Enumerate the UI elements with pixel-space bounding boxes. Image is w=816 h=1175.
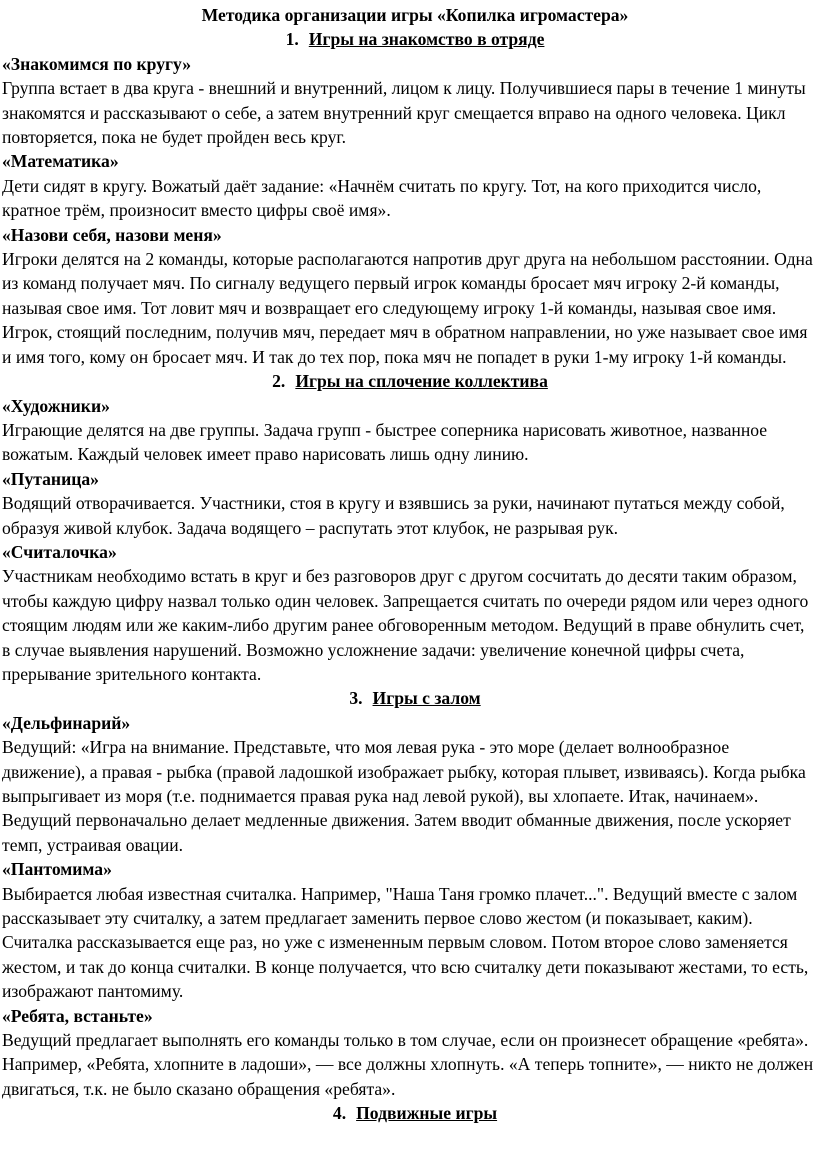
- section-heading-1: [2, 27, 814, 51]
- section-title: Игры с залом: [372, 688, 481, 709]
- game-title: «Считалочка»: [2, 541, 117, 562]
- game-description: Ведущий: «Игра на внимание. Представьте, что моя левая рука - это море (делает волнообразное движение), а правая - рыбка (правой ладошкой изображает рыбку, которая плывет, извиваясь). Когда рыбка выпрыгивает из моря (т.е. поднимается правая рука над левой рукой), вы хлопаете. Итак, начинаем». Ведущий первоначально делает медленные движения. Затем вводит обманные движения, после ускоряет темп, устраивая овации.: [2, 737, 806, 855]
- section-heading-3: [2, 686, 814, 710]
- game-title: «Художники»: [2, 395, 110, 416]
- game-description: Группа встает в два круга - внешний и внутренний, лицом к лицу. Получившиеся пары в течение 1 минуты знакомятся и рассказывают о себе, а затем внутренний круг смещается вправо на одного человека. Цикл повторяется, пока не будет пройден весь круг.: [2, 78, 806, 148]
- game-description: Выбирается любая известная считалка. Например, "Наша Таня громко плачет...". Ведущий вместе с залом рассказывает эту считалку, а затем предлагает заменить первое слово жестом (и показывает, каким). Считалка рассказывается еще раз, но уже с измененным первым словом. Потом второе слово заменяется жестом, и так до конца считалки. В конце получается, что всю считалку дети показывают жестами, то есть, изображают пантомиму.: [2, 883, 809, 1002]
- section-title: Игры на знакомство в отряде: [308, 29, 545, 50]
- game-title: «Назови себя, назови меня»: [2, 224, 222, 245]
- game-title: «Дельфинарий»: [2, 712, 131, 733]
- section-title: Подвижные игры: [356, 1103, 498, 1124]
- game-description: Участникам необходимо встать в круг и без разговоров друг с другом сосчитать до десяти таким образом, чтобы каждую цифру назвал только один человек. Запрещается считать по очереди рядом или через одного стоящим людям или же каким-либо другим ранее обговоренным методом. Ведущий в праве обнулить счет, в случае выявления нарушений. Возможно усложнение задачи: увеличение конечной цифры счета, прерывание зрительного контакта.: [2, 566, 809, 684]
- section-number: 1.: [285, 29, 299, 50]
- game-description: Водящий отворачивается. Участники, стоя в кругу и взявшись за руки, начинают путаться между собой, образуя живой клубок. Задача водящего – распутать этот клубок, не разрывая рук.: [2, 493, 785, 538]
- game-title: «Путаница»: [2, 468, 99, 489]
- game-description: Ведущий предлагает выполнять его команды только в том случае, если он произнесет обращение «ребята». Например, «Ребята, хлопните в ладоши», — все должны хлопнуть. «А теперь топните», — никто не должен двигаться, т.к. не было сказано обращения «ребята».: [2, 1030, 814, 1099]
- section-number: 3.: [349, 688, 363, 709]
- game-description: Игроки делятся на 2 команды, которые располагаются напротив друг друга на небольшом расстоянии. Одна из команд получает мяч. По сигналу ведущего первый игрок команды бросает мяч игроку 2-й команды, называя свое имя. Тот ловит мяч и возвращает его следующему игроку 1-й команды, называя свое имя. Игрок, стоящий последним, получив мяч, передает мяч в обратном направлении, но уже называет свое имя и имя того, кому он бросает мяч. И так до тех пор, пока мяч не попадет в руки 1-му игроку 1-й команды.: [2, 249, 813, 367]
- section-heading-2: [2, 369, 814, 393]
- game-title: «Знакомимся по кругу»: [2, 53, 192, 74]
- game-title: «Пантомима»: [2, 859, 112, 880]
- game-title: «Математика»: [2, 151, 119, 172]
- game-description: Играющие делятся на две группы. Задача групп - быстрее соперника нарисовать животное, названное вожатым. Каждый человек имеет право нарисовать лишь одну линию.: [2, 419, 768, 465]
- section-number: 2.: [272, 371, 286, 392]
- game-title: «Ребята, встаньте»: [2, 1005, 153, 1026]
- section-heading-4: [2, 1101, 814, 1125]
- document-title: Методика организации игры «Копилка игромастера»: [201, 5, 629, 25]
- game-description: Дети сидят в кругу. Вожатый даёт задание: «Начнём считать по кругу. Тот, на кого приходится число, кратное трём, произносит вместо цифры своё имя».: [2, 175, 762, 221]
- document-page: [2, 3, 814, 1126]
- section-number: 4.: [332, 1103, 347, 1124]
- section-title: Игры на сплочение коллектива: [295, 371, 548, 392]
